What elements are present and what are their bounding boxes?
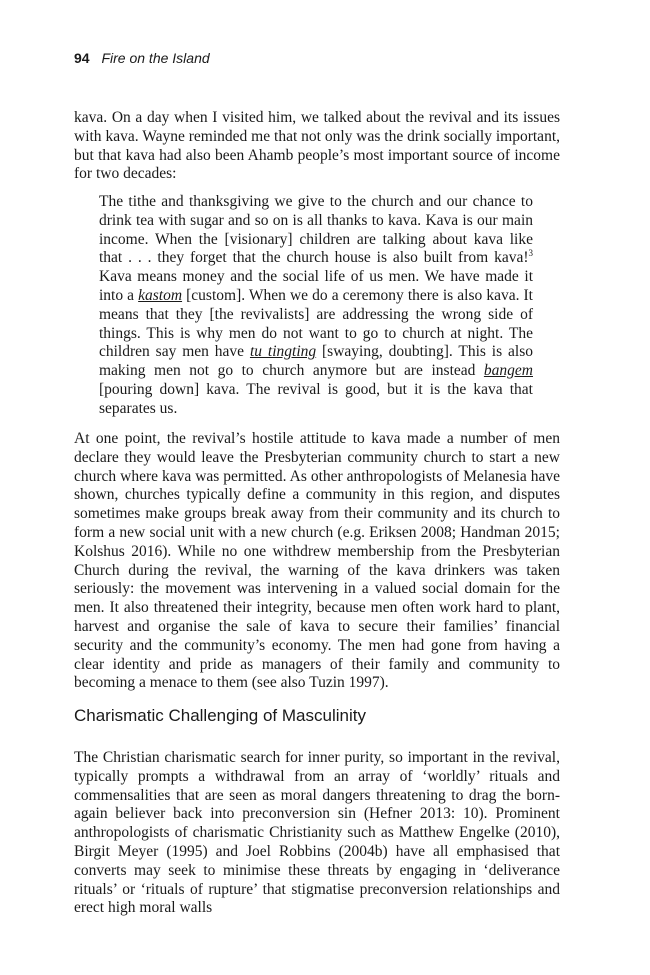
body-paragraph: At one point, the revival’s hostile attitude to kava made a number of men declare they would leave the Presbyterian community church to start a new church where kava was permitted. As other anthropologists of Melanesia have shown, churches typically define a community in this region, and disputes sometimes make groups break away from their community and its church to form a new social unit with a new church (e.g. Eriksen 2008; Handman 2015; Kolshus 2016). While no one withdrew membership from the Presbyterian Church during the revival, the warning of the kava drinkers was taken seriously: the movement was intervening in a valued social domain for the men. It also threatened their integrity, because men often work hard to plant, harvest and organise the sale of kava to secure their families’ financial security and the community’s economy. The men had gone from having a clear identity and pride as managers of their family and community to becoming a menace to them (see also Tuzin 1997). xyxy=(74,430,560,692)
term-bangem: bangem xyxy=(483,362,533,380)
book-title: Fire on the Island xyxy=(101,50,210,66)
body-paragraph: The Christian charismatic search for inner purity, so important in the revival, typically prompts a withdrawal from an array of ‘worldly’ rituals and commensalities that are seen as moral dangers threatening to drag the born-again believer back into preconversion sin (Hefner 2013: 10). Prominent anthropologists of charismatic Christianity such as Matthew Engelke (2010), Birgit Meyer (1995) and Joel Robbins (2004b) have all emphasised that converts may seek to minimise these threats by engaging in ‘deliverance rituals’ or ‘rituals of rupture’ that stigmatise preconversion relationships and erect high moral walls xyxy=(74,749,560,917)
quote-text: [pouring down] kava. The revival is good, but it is the kava that separates us. xyxy=(99,380,533,417)
term-kastom: kastom xyxy=(138,286,183,304)
term-tu-tingting: tu tingting xyxy=(249,343,317,361)
footnote-marker: 3 xyxy=(528,248,533,259)
block-quote xyxy=(99,193,533,419)
section-heading: Charismatic Challenging of Masculinity xyxy=(74,706,366,725)
running-head xyxy=(74,50,210,66)
quote-text: Kava means money and the social life of us men. We have made it into a xyxy=(99,268,533,304)
quote-text: [swaying, doubting]. This is also making men not go to church anymore but are instead xyxy=(99,343,533,380)
page-number: 94 xyxy=(74,50,90,66)
quote-text: The tithe and thanksgiving we give to the church and our chance to drink tea with sugar and so on is all thanks to kava. Kava is our main income. When the [visionary] children are talking about kava like that . . . they forget that the church house is also built from kava! xyxy=(99,193,533,267)
body-paragraph: kava. On a day when I visited him, we talked about the revival and its issues with kava. Wayne reminded me that not only was the drink socially important, but that kava had also been Ahamb people’s most important source of income for two decades: xyxy=(74,109,560,183)
quote-text: [custom]. When we do a ceremony there is also kava. It means that they [the revivalists] are addressing the wrong side of things. This is why men do not want to go to church at night. The children say men have xyxy=(99,286,533,361)
